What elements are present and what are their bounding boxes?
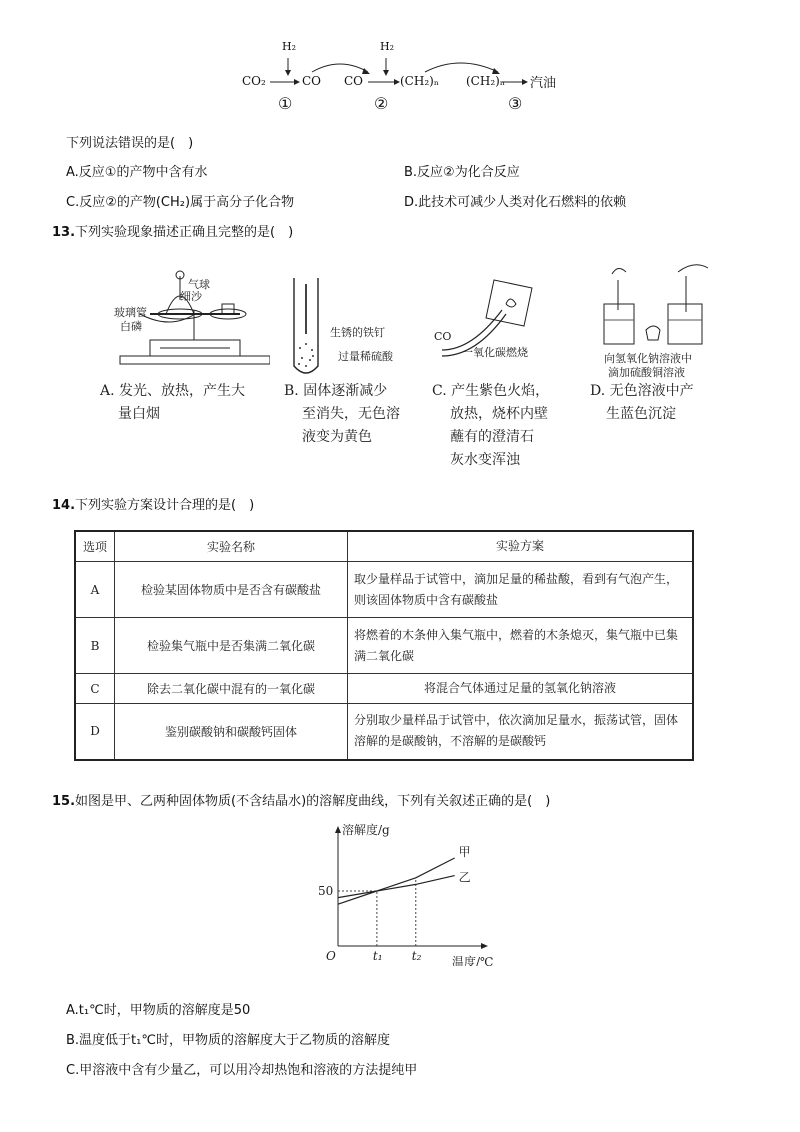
q13-d-line-2: 生蓝色沉淀 xyxy=(606,406,676,422)
header-experiment-name: 实验名称 xyxy=(115,531,348,562)
step-1-marker: ① xyxy=(278,94,293,113)
row-a-plan: 取少量样品于试管中，滴加足量的稀盐酸，看到有气泡产生，则该固体物质中含有碳酸盐 xyxy=(348,562,694,618)
x-axis-label: 温度/℃ xyxy=(452,955,494,966)
y-axis-arrow xyxy=(335,826,341,833)
x-tick-label: t₂ xyxy=(411,949,422,963)
q12-option-d: D.此技术可减少人类对化石燃料的依赖 xyxy=(404,195,627,210)
test-tube-icon xyxy=(286,274,326,382)
h2-label-1: H₂ xyxy=(282,40,297,53)
row-c-plan: 将混合气体通过足量的氢氧化钠溶液 xyxy=(348,674,694,704)
row-b-option: B xyxy=(75,618,115,674)
series-line-jia xyxy=(338,858,455,904)
q14-number: 14. xyxy=(52,498,76,513)
q15-option-a: A.t₁℃时，甲物质的溶解度是50 xyxy=(66,1003,251,1018)
label-co: CO xyxy=(434,330,452,343)
q13-b-line-2: 至消失，无色溶 xyxy=(302,406,400,422)
q13-b-line-1: B. 固体逐渐减少 xyxy=(284,383,388,399)
y-axis-label: 溶解度/g xyxy=(342,823,390,837)
ch2n-label-1: (CH₂)ₙ xyxy=(400,74,440,88)
x-axis-arrow xyxy=(481,943,488,949)
q15-option-b: B.温度低于t₁℃时，甲物质的溶解度大于乙物质的溶解度 xyxy=(66,1033,390,1048)
header-experiment-plan: 实验方案 xyxy=(348,531,694,562)
q15-question xyxy=(52,793,550,811)
co2-label: CO₂ xyxy=(242,74,266,88)
table-row xyxy=(75,704,693,760)
label-dilute-acid: 过量稀硫酸 xyxy=(338,350,393,363)
label-white-phosphorus: 白磷 xyxy=(120,320,142,333)
q13-c-line-4: 灰水变浑浊 xyxy=(450,452,520,468)
gasoline-label: 汽油 xyxy=(530,76,557,91)
solubility-chart xyxy=(310,822,500,966)
label-naoh-1: 向氢氧化钠溶液中 xyxy=(604,352,692,365)
step-2-marker: ② xyxy=(374,94,389,113)
q13-option-c xyxy=(432,380,549,472)
row-b-name: 检验集气瓶中是否集满二氧化碳 xyxy=(115,618,348,674)
q14-question xyxy=(52,497,254,515)
q12-stem: 下列说法错误的是( ) xyxy=(66,136,194,151)
row-a-option: A xyxy=(75,562,115,618)
q13-c-line-3: 蘸有的澄清石 xyxy=(450,429,534,445)
row-b-plan: 将燃着的木条伸入集气瓶中，燃着的木条熄灭，集气瓶中已集满二氧化碳 xyxy=(348,618,694,674)
q14-plan-table xyxy=(74,530,694,761)
h2-label-2: H₂ xyxy=(380,40,395,53)
q13-c-line-1: C. 产生紫色火焰， xyxy=(432,383,550,399)
row-c-option: C xyxy=(75,674,115,704)
origin-label: O xyxy=(326,949,336,963)
table-header-row xyxy=(75,531,693,562)
q13-number: 13. xyxy=(52,225,76,240)
q13-question xyxy=(52,224,293,242)
row-d-name: 鉴别碳酸钠和碳酸钙固体 xyxy=(115,704,348,760)
reaction-scheme xyxy=(240,36,580,120)
q13-a-line-1: A. 发光、放热，产生大 xyxy=(100,383,246,399)
q15-option-c: C.甲溶液中含有少量乙，可以用冷却热饱和溶液的方法提纯甲 xyxy=(66,1063,418,1078)
q13-d-line-1: D. 无色溶液中产 xyxy=(590,383,694,399)
q12-option-a: A.反应①的产物中含有水 xyxy=(66,165,208,180)
q13-option-b xyxy=(284,380,400,449)
q12-option-b: B.反应②为化合反应 xyxy=(404,165,520,180)
step-3-marker: ③ xyxy=(508,94,523,113)
label-balloon: 气球 xyxy=(188,278,210,291)
series-line-yi xyxy=(338,876,455,898)
series-label-jia: 甲 xyxy=(458,845,471,859)
ch2n-label-2: (CH₂)ₙ xyxy=(466,74,506,88)
row-c-name: 除去二氧化碳中混有的一氧化碳 xyxy=(115,674,348,704)
table-row xyxy=(75,562,693,618)
label-glass-tube: 玻璃管 xyxy=(114,306,147,319)
label-naoh-2: 滴加硫酸铜溶液 xyxy=(608,366,685,379)
q13-a-line-2: 量白烟 xyxy=(118,406,160,422)
x-tick-label: t₁ xyxy=(372,949,383,963)
q13-b-line-3: 液变为黄色 xyxy=(302,429,372,445)
row-a-name: 检验某固体物质中是否含有碳酸盐 xyxy=(115,562,348,618)
beakers-dropper-icon xyxy=(598,260,718,350)
label-sand: 细沙 xyxy=(180,290,202,303)
co-label-1: CO xyxy=(302,74,322,88)
series-label-yi: 乙 xyxy=(458,870,471,885)
q15-number: 15. xyxy=(52,794,76,809)
q14-stem: 下列实验方案设计合理的是( ) xyxy=(75,498,255,513)
label-rusty-nail: 生锈的铁钉 xyxy=(330,326,385,339)
row-d-option: D xyxy=(75,704,115,760)
q13-figure-panel xyxy=(100,250,720,472)
header-option: 选项 xyxy=(75,531,115,562)
row-d-plan: 分别取少量样品于试管中，依次滴加足量水，振荡试管，固体溶解的是碳酸钠，不溶解的是碳酸钙 xyxy=(348,704,694,760)
q13-option-a xyxy=(100,380,245,426)
y-tick-label: 50 xyxy=(318,884,334,898)
co-label-2: CO xyxy=(344,74,364,88)
table-row xyxy=(75,674,693,704)
label-co-burning: 一氧化碳燃烧 xyxy=(462,346,528,359)
table-row xyxy=(75,618,693,674)
q12-option-c: C.反应②的产物(CH₂)属于高分子化合物 xyxy=(66,195,295,210)
q13-c-line-2: 放热，烧杯内壁 xyxy=(450,406,548,422)
q15-stem: 如图是甲、乙两种固体物质(不含结晶水)的溶解度曲线，下列有关叙述正确的是( ) xyxy=(75,794,551,809)
q13-stem: 下列实验现象描述正确且完整的是( ) xyxy=(75,225,294,240)
q13-option-d xyxy=(590,380,694,426)
